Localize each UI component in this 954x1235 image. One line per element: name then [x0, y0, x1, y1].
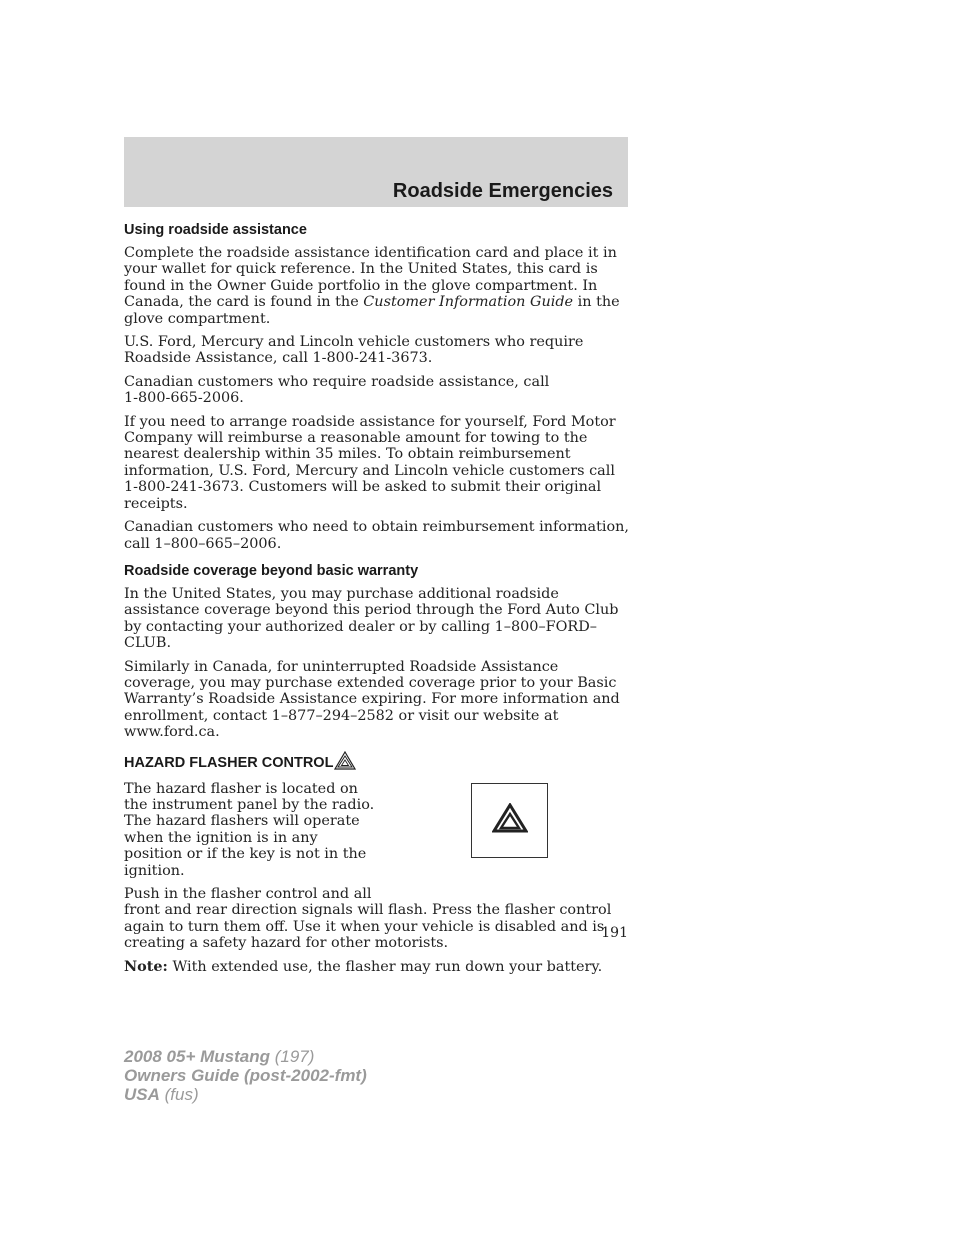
note-paragraph	[124, 959, 630, 975]
hazard-figure-row	[124, 781, 630, 879]
heading-using-roadside-assistance: Using roadside assistance	[124, 222, 307, 238]
paragraph: In the United States, you may purchase additional roadside assistance coverage beyond this period through the Ford Auto Club by contacting your authorized dealer or by calling 1–800–FORD–CLUB.	[124, 585, 619, 652]
page-content	[124, 221, 630, 982]
footer-guide: Owners Guide (post-2002-fmt)	[124, 1066, 367, 1085]
paragraph	[124, 886, 630, 952]
note-label: Note:	[124, 957, 168, 975]
section-header-band	[124, 137, 628, 207]
heading-hazard-flasher	[124, 751, 630, 775]
footer-market: USA	[124, 1085, 160, 1104]
paragraph	[124, 374, 630, 407]
document-title-italic: Customer Information Guide	[363, 294, 574, 311]
paragraph-text: front and rear direction signals will flash. Press the flasher control again to turn them off. Use it when your vehicle is disabled and is creating a safety hazard for other motorists.	[124, 902, 612, 952]
footer-line	[124, 1085, 367, 1104]
footer-line	[124, 1066, 367, 1085]
paragraph-text: Canadian customers who require roadside assistance, call	[124, 373, 550, 390]
footer-code: (fus)	[159, 1085, 199, 1104]
paragraph-text: 1-800-665-2006.	[124, 390, 244, 407]
hazard-triangle-icon	[492, 803, 528, 837]
paragraph-text: Push in the flasher control and all	[124, 886, 372, 902]
heading-roadside-coverage: Roadside coverage beyond basic warranty	[124, 562, 419, 579]
footer-code: (197)	[270, 1047, 315, 1066]
document-footer	[124, 1047, 367, 1104]
heading-text: HAZARD FLASHER CONTROL	[124, 754, 334, 771]
footer-line	[124, 1047, 367, 1066]
paragraph: U.S. Ford, Mercury and Lincoln vehicle customers who require Roadside Assistance, call 1-800-241-3673.	[124, 334, 584, 367]
page-number: 191	[601, 925, 628, 941]
paragraph: Canadian customers who need to obtain reimbursement information, call 1–800–665–2006.	[124, 519, 630, 552]
paragraph	[124, 245, 630, 327]
section-title: Roadside Emergencies	[392, 180, 613, 202]
hazard-button-figure	[471, 783, 548, 858]
paragraph-text: in the glove compartment.	[124, 294, 620, 327]
footer-model: 2008 05+ Mustang	[124, 1047, 270, 1066]
note-text: With extended use, the flasher may run down your battery.	[167, 958, 603, 975]
warning-triangle-icon	[334, 751, 356, 775]
paragraph: The hazard flasher is located on the instrument panel by the radio. The hazard flashers will operate when the ignition is in any position or if the key is not in the ignition.	[124, 780, 375, 879]
paragraph: If you need to arrange roadside assistance for yourself, Ford Motor Company will reimburse a reasonable amount for towing to the nearest dealership within 35 miles. To obtain reimbursement information, U.S. Ford, Mercury and Lincoln vehicle customers call 1-800-241-3673. Customers will be asked to submit their original receipts.	[124, 413, 616, 512]
paragraph: Similarly in Canada, for uninterrupted Roadside Assistance coverage, you may purchase extended coverage prior to your Basic Warranty’s Roadside Assistance expiring. For more information and enrollment, contact 1–877–294–2582 or visit our website at www.ford.ca.	[124, 658, 620, 741]
paragraph-text: Complete the roadside assistance identification card and place it in your wallet for quick reference. In the United States, this card is found in the Owner Guide portfolio in the glove compartment. In Canada, the card is found in the	[124, 245, 617, 311]
